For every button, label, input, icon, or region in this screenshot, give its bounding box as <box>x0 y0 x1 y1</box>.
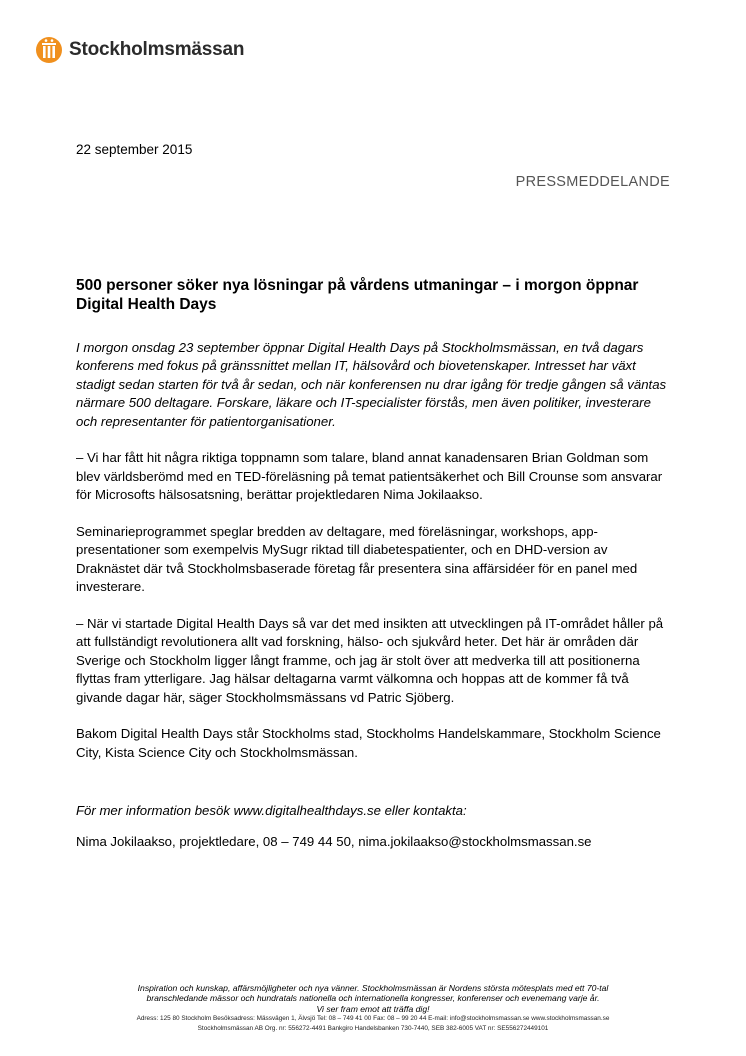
logo-wordmark: Stockholmsmässan <box>69 39 245 60</box>
lead-paragraph: I morgon onsdag 23 september öppnar Digital Health Days på Stockholmsmässan, en två dagars konferens med fokus på gränssnittet mellan IT, hälsovård och biovetenskaper. Intresset har växt stadigt sedan starten för två år sedan, och när konferensen nu drar igång för tredje gången så väntas närmare 500 deltagare. Forskare, läkare och IT-specialister förstås, men även politiker, investerare och representanter för patientorganisationer. <box>76 340 667 429</box>
press-date: 22 september 2015 <box>76 142 193 157</box>
body-paragraph-3: – När vi startade Digital Health Days så var det med insikten att utvecklingen på IT-området håller på att fullständigt revolutionera allt vad forskning, hälso- och sjukvård heter. Det här är områden där Sverige och Stockholm ligger långt framme, och jag är stolt över att medverka till att positionerna flyttas fram ytterligare. Jag hälsar deltagarna varmt välkomna och hoppas att de kommer få två givande dagar här, säger Stockholmsmässans vd Patric Sjöberg. <box>76 616 664 705</box>
document-type-label: PRESSMEDDELANDE <box>515 174 670 190</box>
page-footer <box>0 983 746 1033</box>
footer-address: Adress: 125 80 Stockholm Besöksadress: Mässvägen 1, Älvsjö Tel: 08 – 749 41 00 Fax: 08 – 99 20 44 E-mail: info@stockholmsmassan.se www.stockholmsmassan.se <box>136 1015 610 1023</box>
headline: 500 personer söker nya lösningar på vårdens utmaningar – i morgon öppnar Digital Health Days <box>76 277 639 313</box>
header-logo <box>36 36 244 64</box>
footer-tagline-3: Vi ser fram emot att träffa dig! <box>316 1003 430 1014</box>
body-paragraph-1: – Vi har fått hit några riktiga toppnamn som talare, bland annat kanadensaren Brian Goldman som blev världsberömd med en TED-föreläsning på temat patientsäkerhet och Bill Crounse som ansvarar för Microsofts hälsosatsning, berättar projektledaren Nima Jokilaakso. <box>76 450 663 503</box>
footer-tagline-2: branschledande mässor och hundratals nationella och internationella kongresser, konferenser och evenemang varje år. <box>146 993 600 1004</box>
body-paragraph-2: Seminarieprogrammet speglar bredden av deltagare, med föreläsningar, workshops, app-presentationer som exempelvis MySugr riktad till diabetespatienter, och en DHD-version av Draknästet där två Stockholmsbaserade företag får presentera sina affärsidéer för en panel med investerare. <box>76 524 638 595</box>
footer-tagline-1: Inspiration och kunskap, affärsmöjligheter och nya vänner. Stockholmsmässan är Nordens största mötesplats med ett 70-tal <box>137 983 609 993</box>
stockholmsmassan-logo-icon <box>36 37 62 63</box>
footer-company-info: Stockholmsmässan AB Org. nr: 556272-4491 Bankgiro Handelsbanken 730-7440, SEB 382-6005 VAT nr: SE556272449101 <box>197 1024 549 1032</box>
contact-details: Nima Jokilaakso, projektledare, 08 – 749 44 50, nima.jokilaakso@stockholmsmassan.se <box>76 834 592 849</box>
article-body <box>76 339 674 781</box>
body-paragraph-4: Bakom Digital Health Days står Stockholms stad, Stockholms Handelskammare, Stockholm Science City, Kista Science City och Stockholmsmässan. <box>76 726 661 760</box>
contact-intro: För mer information besök www.digitalhealthdays.se eller kontakta: <box>76 803 467 818</box>
